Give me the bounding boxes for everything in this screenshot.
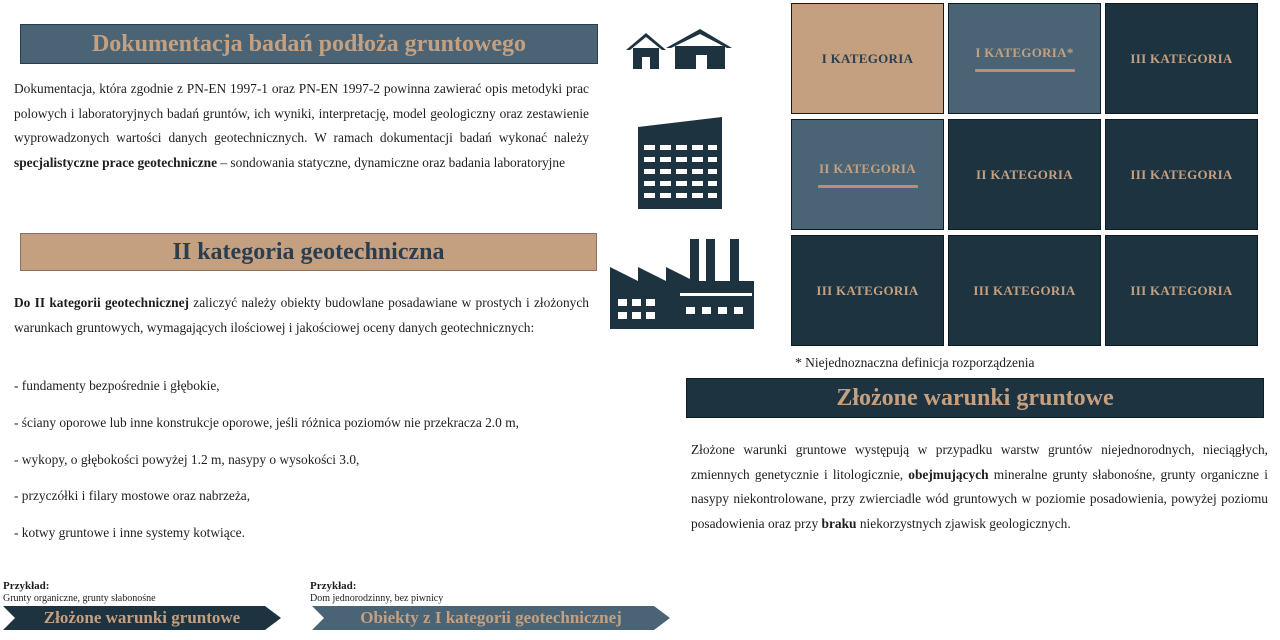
grid-cell	[1105, 119, 1258, 230]
example-arrow-label: Obiekty z I kategorii geotechnicznej	[360, 608, 622, 627]
category-ii-paragraph: Do II kategorii geotechnicznej zaliczyć należy obiekty budowlane posadawiane w prostych i złożonych warunkach gruntowych, wymagających ilościowej i jakościowej oceny danych geotechnicznych:	[14, 295, 589, 335]
heading-category-ii: II kategoria geotechniczna	[20, 233, 597, 271]
grid-cell	[1105, 3, 1258, 114]
category-grid	[791, 3, 1261, 347]
bullet-item: - ściany oporowe lub inne konstrukcje oporowe, jeśli różnica poziomów nie przekracza 2.0 m,	[14, 415, 519, 430]
example-arrow	[3, 606, 281, 630]
grid-cell-label: III KATEGORIA	[1130, 50, 1233, 66]
heading-documentation: Dokumentacja badań podłoża gruntowego	[20, 24, 598, 64]
grid-cell-label: III KATEGORIA	[973, 282, 1076, 298]
grid-cell	[948, 3, 1101, 114]
factory-icon	[610, 237, 756, 329]
bullet-item: - kotwy gruntowe i inne systemy kotwiące.	[14, 525, 245, 540]
example-label: Przykład:	[3, 580, 50, 592]
bullet-item: - przyczółki i filary mostowe oraz nabrzeża,	[14, 488, 251, 503]
grid-cell-label: III KATEGORIA	[816, 282, 919, 298]
example-arrow-label: Złożone warunki gruntowe	[43, 608, 241, 627]
grid-cell-label: III KATEGORIA	[1130, 282, 1233, 298]
grid-cell	[948, 119, 1101, 230]
grid-cell	[791, 119, 944, 230]
apartment-building-icon	[636, 117, 724, 209]
grid-cell-label: II KATEGORIA	[976, 166, 1073, 182]
example-text: Dom jednorodzinny, bez piwnicy	[310, 593, 444, 604]
grid-cell	[791, 3, 944, 114]
complex-ground-paragraph: Złożone warunki gruntowe występują w przypadku warstw gruntów niejednorodnych, nieciągłych, zmiennych genetycznie i litologicznie, obejmujących mineralne grunty słabonośne, grunty organiczne i nasypy niekontrolowane, przy zwierciadle wód gruntowych w poziomie posadowienia, powyżej poziomu posadowienia oraz przy braku niekorzystnych zjawisk geologicznych.	[691, 442, 1268, 531]
grid-cell	[791, 235, 944, 346]
grid-cell-label: II KATEGORIA	[819, 161, 916, 176]
example-label: Przykład:	[310, 580, 357, 592]
grid-cell-label: I KATEGORIA*	[975, 45, 1074, 60]
grid-footnote: * Niejednoznaczna definicja rozporządzenia	[795, 355, 1035, 370]
heading-complex-ground: Złożone warunki gruntowe	[686, 378, 1264, 418]
houses-icon	[624, 28, 734, 72]
example-arrow	[312, 606, 670, 630]
grid-cell-label: III KATEGORIA	[1130, 166, 1233, 182]
grid-cell	[948, 235, 1101, 346]
documentation-paragraph: Dokumentacja, która zgodnie z PN-EN 1997-1 oraz PN-EN 1997-2 powinna zawierać opis metodyki prac polowych i laboratoryjnych badań gruntów, ich wyniki, interpretację, model geologiczny oraz zestawienie wyprowadzonych wartości danych geotechnicznych. W ramach dokumentacji badań wykonać należy specjalistyczne prace geotechniczne – sondowania statyczne, dynamiczne oraz badania laboratoryjne	[14, 81, 589, 170]
underline-accent	[975, 69, 1075, 72]
grid-cell	[1105, 235, 1258, 346]
grid-cell-label: I KATEGORIA	[821, 50, 914, 66]
bullet-item: - wykopy, o głębokości powyżej 1.2 m, nasypy o wysokości 3.0,	[14, 452, 360, 467]
example-text: Grunty organiczne, grunty słabonośne	[3, 593, 156, 604]
underline-accent	[818, 185, 918, 188]
bullet-item: - fundamenty bezpośrednie i głębokie,	[14, 378, 220, 393]
